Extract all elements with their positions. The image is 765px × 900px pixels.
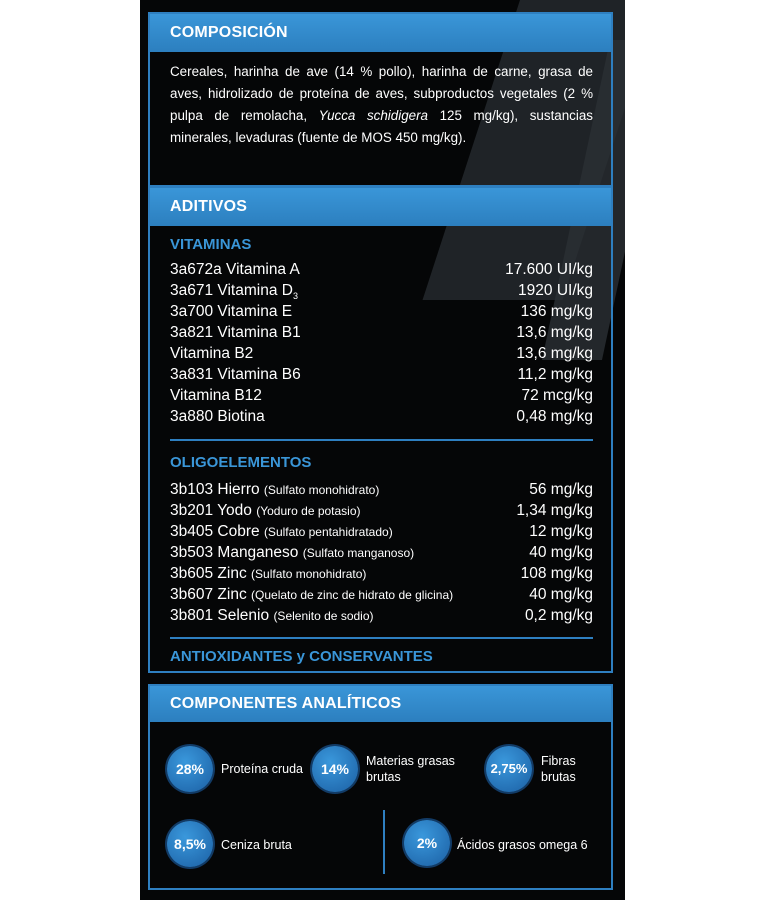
oligo-note: (Sulfato pentahidratado) [263,525,393,539]
oligo-name [170,521,393,542]
oligo-name-text: 3b605 Zinc [170,565,247,582]
oligo-name [170,479,379,500]
vitamina-name [170,280,298,301]
oligo-value: 0,2 mg/kg [524,607,593,624]
vitamina-row [170,259,593,280]
percent-badge: 8,5% [167,821,213,867]
vitamina-value: 17.600 UI/kg [505,261,593,278]
vitamina-name-text: 3a671 Vitamina D [170,282,293,299]
analiticos-section [148,684,613,890]
composicion-text-part: 125 mg/kg), sustancias minerales, levaduras (fuente de MOS 450 mg/kg). [170,108,593,145]
oligo-note: (Sulfato monohidrato) [263,483,380,497]
composicion-text [150,52,611,149]
section-divider [170,637,593,639]
composicion-title: COMPOSICIÓN [150,14,611,52]
vitamina-name: Vitamina B12 [170,387,262,404]
vitamina-row [170,301,593,322]
vitamina-row [170,322,593,343]
vitaminas-list [150,259,611,427]
oligo-row [170,563,593,584]
oligoelementos-list [150,479,611,626]
vitaminas-title: VITAMINAS [170,236,252,253]
oligo-name [170,605,374,626]
oligo-name-text: 3b103 Hierro [170,481,260,498]
oligo-name [170,563,366,584]
component-label: Materias grasas brutas [366,754,455,784]
oligo-name [170,500,361,521]
vitamina-name: Vitamina B2 [170,345,254,362]
oligo-row [170,479,593,500]
component-label: Fibras brutas [541,754,576,784]
oligo-value: 56 mg/kg [529,481,593,498]
vitamina-name: 3a831 Vitamina B6 [170,366,301,383]
oligo-name-text: 3b201 Yodo [170,502,252,519]
oligo-value: 40 mg/kg [529,544,593,561]
percent-badge: 2% [404,820,450,866]
column-divider [383,810,385,874]
oligo-value: 108 mg/kg [520,565,593,582]
oligo-name-text: 3b607 Zinc [170,586,247,603]
vitamina-name: 3a672a Vitamina A [170,261,300,278]
oligo-value: 1,34 mg/kg [516,502,593,519]
oligo-note: (Sulfato monohidrato) [251,567,367,581]
oligo-note: (Sulfato manganoso) [302,546,415,560]
vitamina-value: 0,48 mg/kg [516,408,593,425]
oligo-row [170,584,593,605]
oligo-row [170,542,593,563]
vitamina-value: 13,6 mg/kg [516,345,593,362]
vitamina-row [170,364,593,385]
oligo-note: (Selenito de sodio) [273,609,374,623]
vitamina-value: 136 mg/kg [520,303,593,320]
oligo-row [170,605,593,626]
composicion-section [148,12,613,187]
oligoelementos-title: OLIGOELEMENTOS [170,454,312,471]
vitamina-row [170,385,593,406]
oligo-name-text: 3b801 Selenio [170,607,270,624]
vitamina-subscript: 3 [292,291,298,302]
vitamina-row [170,280,593,301]
vitamina-row [170,343,593,364]
aditivos-title: ADITIVOS [150,188,611,226]
vitamina-name: 3a700 Vitamina E [170,303,293,320]
section-divider [170,439,593,441]
vitamina-row [170,406,593,427]
oligo-name [170,542,414,563]
oligo-note: (Yoduro de potasio) [256,504,361,518]
oligo-value: 12 mg/kg [529,523,593,540]
oligo-value: 40 mg/kg [529,586,593,603]
vitamina-value: 13,6 mg/kg [516,324,593,341]
percent-badge: 14% [312,746,358,792]
vitamina-name: 3a880 Biotina [170,408,265,425]
vitamina-value: 11,2 mg/kg [517,366,593,383]
vitamina-name: 3a821 Vitamina B1 [170,324,301,341]
oligo-row [170,500,593,521]
composicion-text-italic: Yucca schidigera [318,108,428,123]
vitamina-value: 1920 UI/kg [518,282,593,299]
analiticos-title: COMPONENTES ANALÍTICOS [150,686,611,722]
oligo-note: (Quelato de zinc de hidrato de glicina) [251,588,454,602]
percent-badge: 28% [167,746,213,792]
component-label: Ceniza bruta [221,838,292,852]
antioxidantes-title: ANTIOXIDANTES y CONSERVANTES [170,648,433,665]
oligo-name [170,584,453,605]
percent-badge: 2,75% [486,746,532,792]
component-label: Proteína cruda [221,762,303,776]
oligo-name-text: 3b503 Manganeso [170,544,299,561]
composicion-text-part: Cereales, harinha de ave (14 % pollo), harinha de carne, grasa de aves, hidrolizado de proteína de aves, subproductos vegetales (2 % pulpa de remolacha, [170,64,593,123]
vitamina-value: 72 mcg/kg [521,387,593,404]
component-label: Ácidos grasos omega 6 [457,838,588,852]
oligo-name-text: 3b405 Cobre [170,523,260,540]
oligo-row [170,521,593,542]
aditivos-section [148,186,613,673]
